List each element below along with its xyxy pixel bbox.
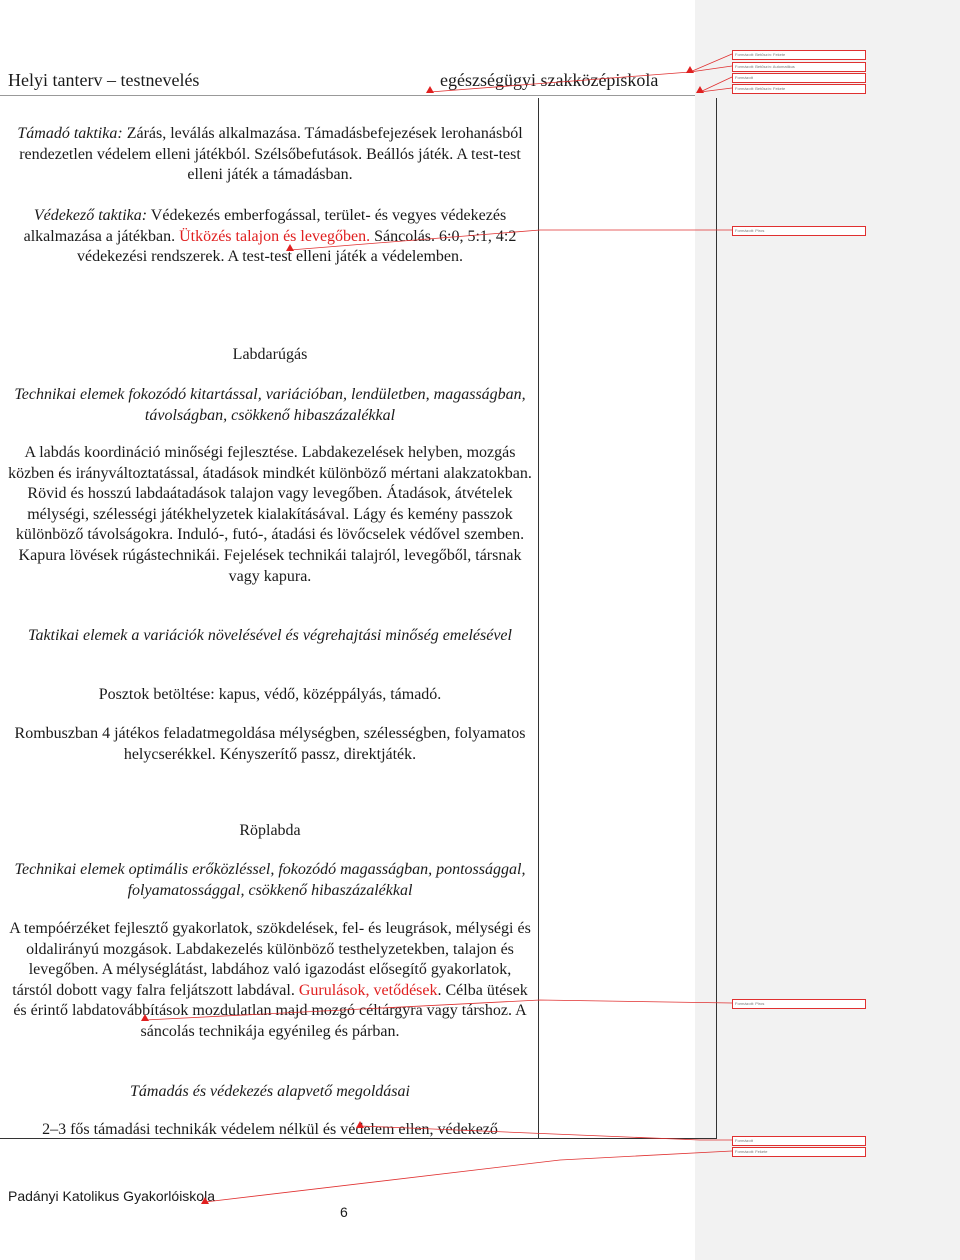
volley-attack: Támadás és védekezés alapvető megoldásai xyxy=(130,1083,410,1100)
defense-tactics-text-a: Védekezés emberfogással, terület- és vegyes védekezés alkalmazása a játékban. xyxy=(23,207,507,245)
comment-balloon[interactable]: Formázott: Fekete xyxy=(732,1147,866,1157)
football-rombusz: Rombuszban 4 játékos feladatmegoldása mélységben, szélességben, folyamatos helycserékkel. Kényszerítő passz, direktjáték. xyxy=(14,725,526,763)
change-marker-icon xyxy=(696,86,704,93)
change-marker-icon xyxy=(201,1197,209,1204)
comment-balloon[interactable]: Formázott xyxy=(732,1136,866,1146)
defense-tactics-label: Védekező taktika: xyxy=(33,207,148,224)
volley-tracked: Gurulások, vetődések xyxy=(298,981,438,999)
volley-title: Röplabda xyxy=(239,822,301,839)
change-marker-icon xyxy=(286,244,294,251)
page-number: 6 xyxy=(340,1204,348,1220)
change-marker-icon xyxy=(356,1121,364,1128)
leader-line xyxy=(145,1000,732,1020)
football-title: Labdarúgás xyxy=(232,346,308,363)
change-marker-icon xyxy=(686,66,694,73)
football-positions: Posztok betöltése: kapus, védő, középpályás, támadó. xyxy=(98,686,442,703)
comment-balloon[interactable]: Formázott: Piros xyxy=(732,226,866,236)
volley-text-a: A tempóérzéket fejlesztő gyakorlatok, szökdelések, fel- és leugrások, mélységi és oldalirányú mozgások. Labdakezelés különböző testhelyzetekben, talajon és levegőben. A mélységlátást, labdához való igazodást elősegítő gyakorlatok, társtól dobott vagy falra feljátszott labdával. xyxy=(9,920,531,999)
leader-line xyxy=(360,1126,732,1140)
change-marker-icon xyxy=(141,1014,149,1021)
comment-balloon[interactable]: Formázott: Betűszín: Automatikus xyxy=(732,62,866,72)
leader-line xyxy=(290,230,732,250)
football-text: A labdás koordináció minőségi fejlesztése. Labdakezelések helyben, mozgás közben és irányváltoztatással, átadások mindkét különböző mértani alakzatokban. Rövid és hosszú labdaátadások talajon vagy levegőben. Átadások, átvételek mélységi, szélességi játékhelyzetek kialakításával. Lágy és kemény passzok különböző távolságokra. Induló-, futó-, átadási és lövőcselek védővel szemben. Kapura lövések rúgástechnikái. Fejelések technikái talajról, levegőből, társnak vagy kapura. xyxy=(8,444,532,585)
attack-tactics-label: Támadó taktika: xyxy=(17,125,123,142)
header-left: Helyi tanterv – testnevelés xyxy=(8,70,200,90)
volley-subtitle: Technikai elemek optimális erőközléssel, fokozódó magasságban, pontossággal, folyamatossággal, csökkenő hibaszázalékkal xyxy=(14,861,526,899)
volley-text-b: . Célba ütések és érintő labdatovábbítások mozdulatlan majd mozgó céltárgyra vagy társhoz. A sáncolás technikája egyénileg és párban. xyxy=(13,981,528,1040)
attack-tactics-text: Zárás, leválás alkalmazása. Támadásbefejezések lerohanásból rendezetlen védelem elleni játékból. Szélsőbefutások. Beállós játék. A test-test elleni játék a támadásban. xyxy=(19,125,523,184)
leader-line xyxy=(205,1151,732,1202)
comment-balloon[interactable]: Formázott xyxy=(732,73,866,83)
defense-tactics-tracked: Ütközés talajon és levegőben. xyxy=(179,227,371,245)
comment-balloon[interactable]: Formázott: Betűszín: Fekete xyxy=(732,50,866,60)
football-tactic: Taktikai elemek a variációk növelésével és végrehajtási minőség emelésével xyxy=(28,627,512,644)
defense-tactics-text-b: Sáncolás. 6:0, 5:1, 4:2 védekezési rendszerek. A test-test elleni játék a védelemben. xyxy=(76,227,517,266)
header-right: egészségügyi szakközépiskola xyxy=(440,70,659,90)
change-marker-icon xyxy=(426,86,434,93)
leader-line xyxy=(430,54,732,92)
football-subtitle: Technikai elemek fokozódó kitartással, variációban, lendületben, magasságban, távolságban, csökkenő hibaszázalékkal xyxy=(14,386,526,424)
comment-balloon[interactable]: Formázott: Betűszín: Fekete xyxy=(732,84,866,94)
footer-school: Padányi Katolikus Gyakorlóiskola xyxy=(8,1188,215,1204)
comment-balloon[interactable]: Formázott: Piros xyxy=(732,999,866,1009)
volley-last: 2–3 fős támadási technikák védelem nélkül és védelem ellen, védekező xyxy=(42,1121,498,1138)
